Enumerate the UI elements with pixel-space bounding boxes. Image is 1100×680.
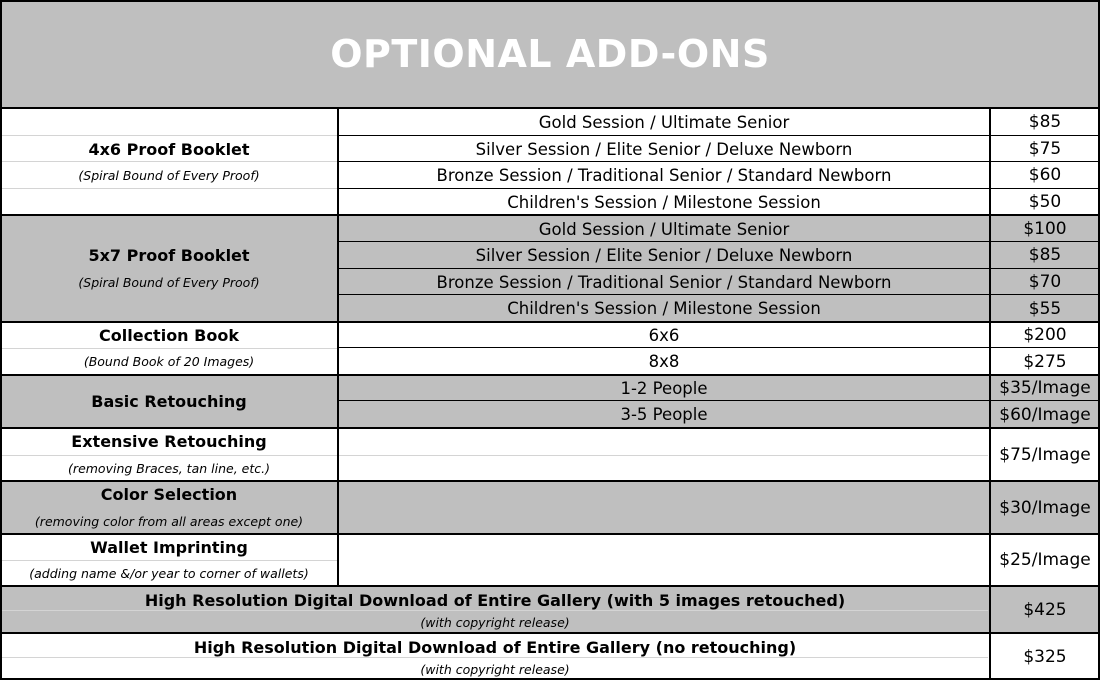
proof-4x6-option: Children's Session / Milestone Session xyxy=(507,192,821,212)
wallet-imprinting-label: Wallet Imprinting xyxy=(90,537,248,557)
extensive-retouching-price: $75/Image xyxy=(999,444,1091,465)
color-selection-subtitle: (removing color from all areas except one) xyxy=(34,513,304,529)
proof-4x6-price: $75 xyxy=(1028,139,1062,159)
proof-4x6-price: $50 xyxy=(1028,192,1062,212)
proof-4x6-option: Silver Session / Elite Senior / Deluxe Newborn xyxy=(475,139,853,159)
proof-5x7-option: Children's Session / Milestone Session xyxy=(507,299,821,318)
download-retouched-label: High Resolution Digital Download of Entire Gallery (with 5 images retouched) xyxy=(144,590,846,610)
color-selection-label: Color Selection xyxy=(100,485,238,504)
table-border xyxy=(0,0,2,680)
proof-5x7-option: Bronze Session / Traditional Senior / Standard Newborn xyxy=(436,272,892,292)
collection-book-option: 6x6 xyxy=(648,325,680,345)
download-retouched-price: $425 xyxy=(1023,599,1067,620)
page-title: OPTIONAL ADD-ONS xyxy=(0,0,1100,108)
download-plain-price: $325 xyxy=(1023,646,1067,667)
basic-retouching-price: $35/Image xyxy=(999,378,1091,398)
collection-book-price: $200 xyxy=(1023,325,1067,345)
proof-4x6-label: 4x6 Proof Booklet xyxy=(88,139,250,159)
proof-5x7-subtitle: (Spiral Bound of Every Proof) xyxy=(78,274,260,290)
basic-retouching-price: $60/Image xyxy=(999,404,1091,425)
proof-4x6-price: $85 xyxy=(1028,112,1062,132)
proof-4x6-option: Gold Session / Ultimate Senior xyxy=(538,112,790,132)
basic-retouching-label: Basic Retouching xyxy=(91,392,247,411)
table-border xyxy=(0,0,1100,2)
proof-5x7-option: Gold Session / Ultimate Senior xyxy=(538,219,790,239)
proof-5x7-price: $55 xyxy=(1028,298,1062,319)
color-selection-price: $30/Image xyxy=(999,497,1091,518)
collection-book-subtitle: (Bound Book of 20 Images) xyxy=(83,354,255,369)
proof-5x7-price: $70 xyxy=(1028,272,1062,292)
collection-book-price: $275 xyxy=(1023,351,1067,372)
proof-4x6-option: Bronze Session / Traditional Senior / Standard Newborn xyxy=(436,165,892,185)
extensive-retouching-subtitle: (removing Braces, tan line, etc.) xyxy=(68,460,270,476)
collection-book-option: 8x8 xyxy=(648,352,680,371)
download-retouched-subtitle: (with copyright release) xyxy=(420,615,570,630)
wallet-imprinting-subtitle: (adding name &/or year to corner of wallets) xyxy=(29,565,309,581)
collection-book-label: Collection Book xyxy=(99,325,239,345)
proof-5x7-label: 5x7 Proof Booklet xyxy=(88,245,250,265)
basic-retouching-option: 1-2 People xyxy=(620,378,708,398)
proof-4x6-subtitle: (Spiral Bound of Every Proof) xyxy=(78,167,260,183)
proof-5x7-price: $85 xyxy=(1028,245,1062,265)
download-plain-label: High Resolution Digital Download of Entire Gallery (no retouching) xyxy=(193,637,797,657)
proof-5x7-price: $100 xyxy=(1023,219,1067,239)
basic-retouching-option: 3-5 People xyxy=(620,405,708,424)
proof-4x6-price: $60 xyxy=(1028,165,1062,185)
extensive-retouching-label: Extensive Retouching xyxy=(71,432,267,451)
download-plain-subtitle: (with copyright release) xyxy=(420,662,570,677)
wallet-imprinting-price: $25/Image xyxy=(999,550,1091,570)
proof-5x7-option: Silver Session / Elite Senior / Deluxe Newborn xyxy=(475,245,853,265)
